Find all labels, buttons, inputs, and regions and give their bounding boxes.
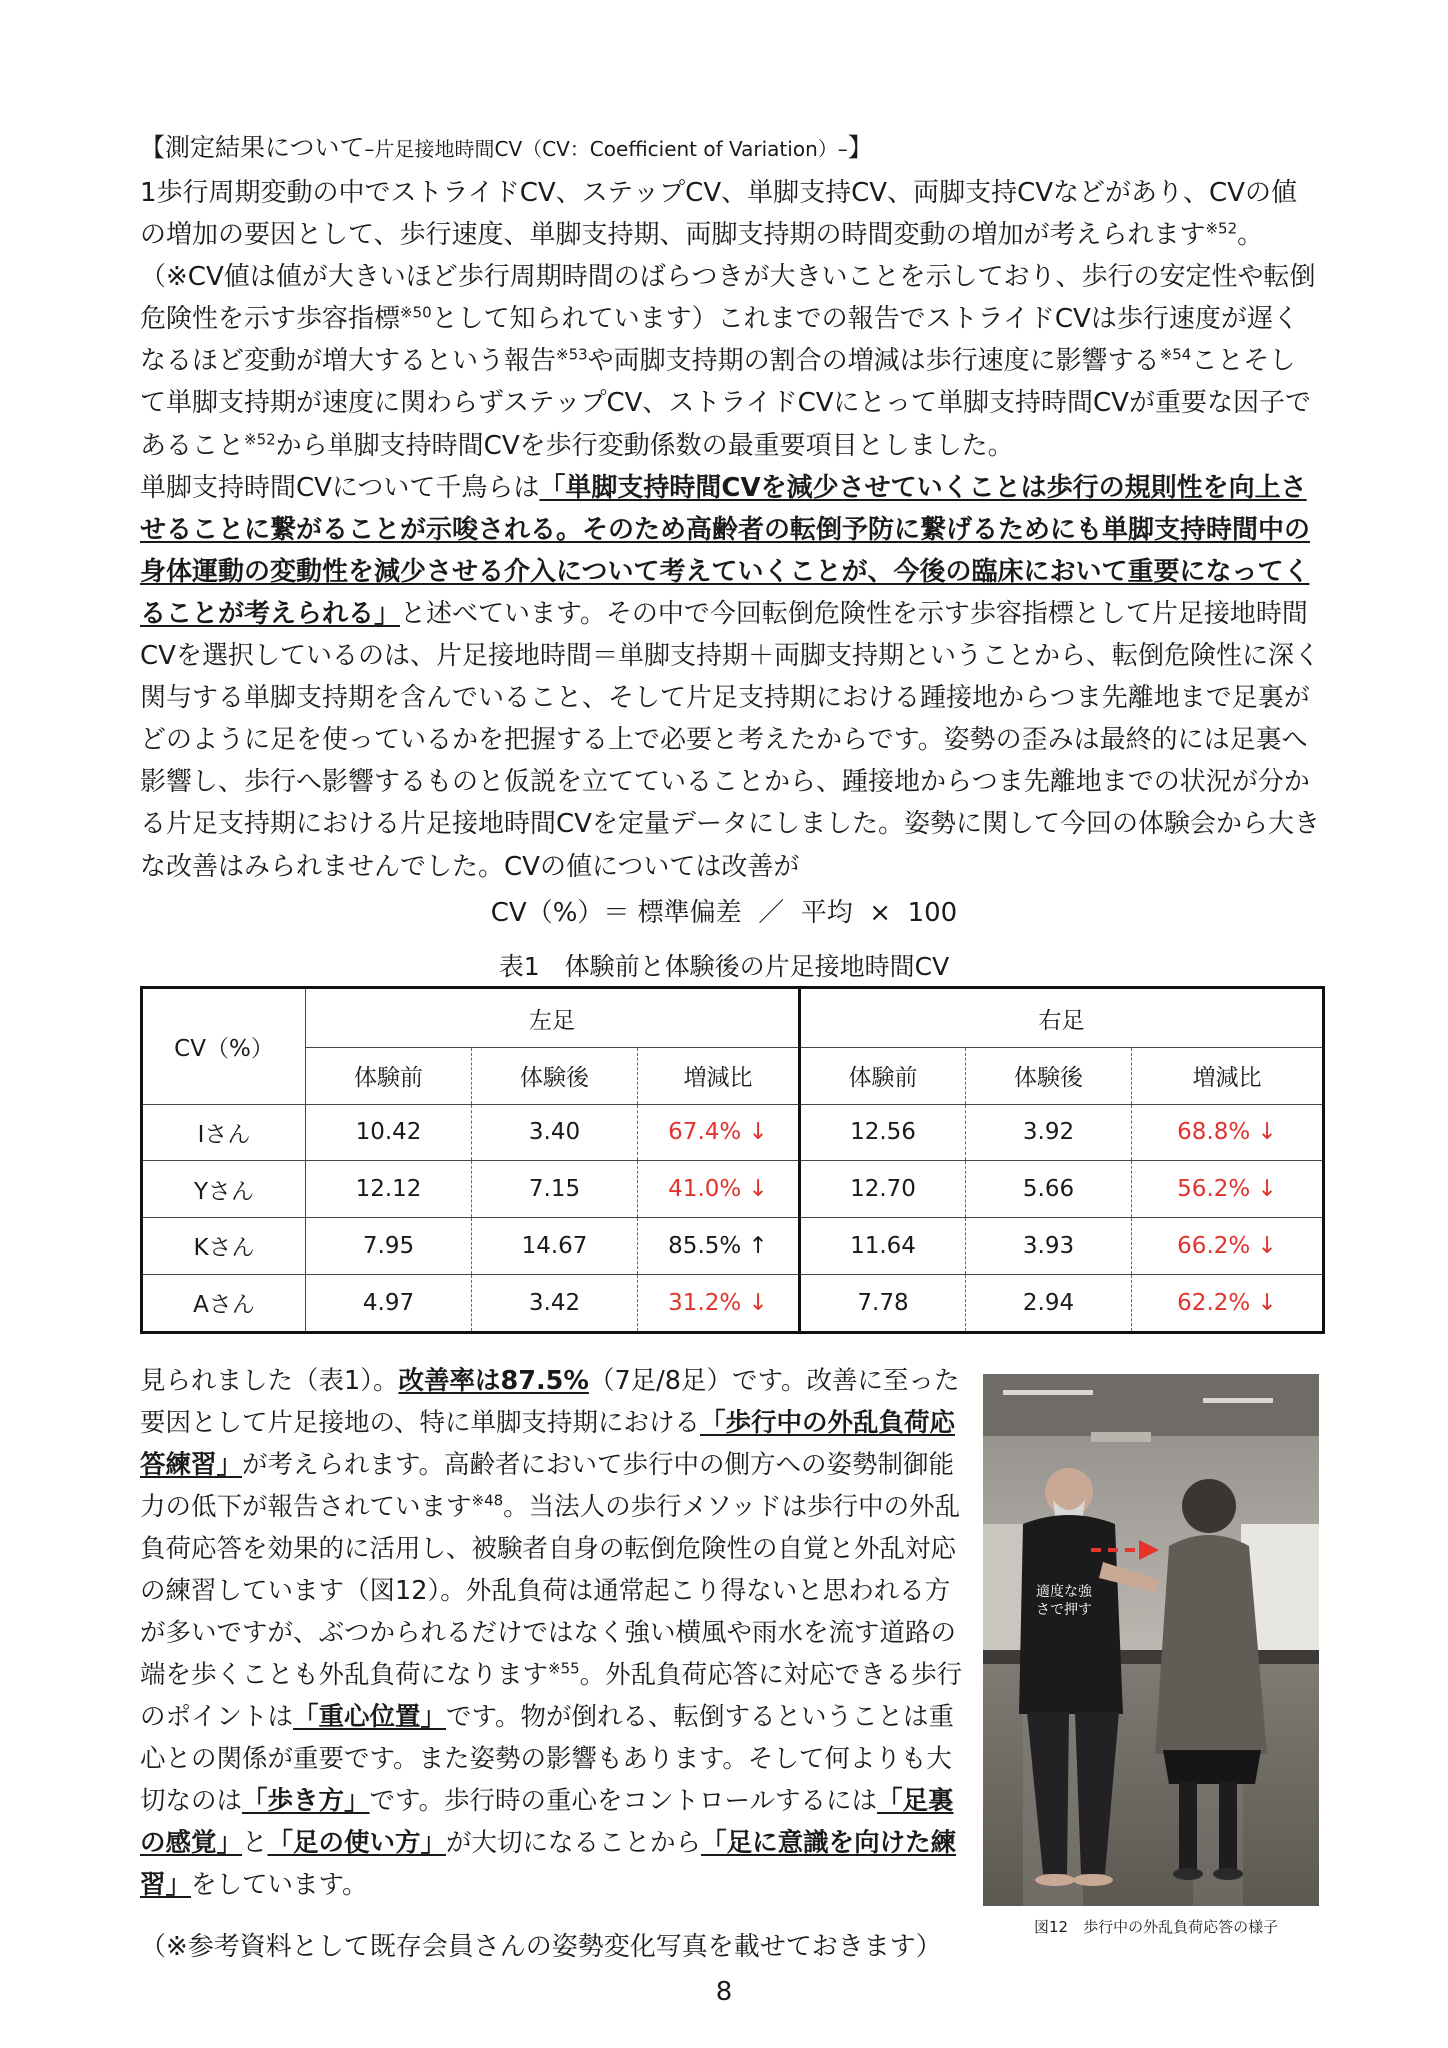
text-span: が大切になることから xyxy=(446,1828,702,1858)
highlighted-text: 「歩行中の外乱負荷応答練習」 xyxy=(140,1408,955,1480)
woman-shoe xyxy=(1213,1868,1243,1880)
woman-leg xyxy=(1219,1782,1237,1870)
subheader-left-after: 体験後 xyxy=(472,1048,638,1105)
highlighted-quote: 「単脚支持時間CVを減少させていくことは歩行の規則性を向上させることに繋がることが示唆される。そのため高齢者の転倒予防に繋げるためにも単脚支持時間中の身体運動の変動性を減少させる介入について考えていくことが、今後の臨床において重要になってくることが考えられる」 xyxy=(140,472,1311,629)
figure-caption: 図12 歩行中の外乱負荷応答の様子 xyxy=(1034,1918,1279,1936)
section-title-close: 】 xyxy=(847,133,873,162)
text-span: です。歩行時の重心をコントロールするには xyxy=(369,1786,877,1816)
photo-annotation-line1: 適度な強 xyxy=(1036,1584,1092,1600)
left-foot-header: 左足 xyxy=(306,988,800,1048)
cv-formula: CV（%）＝ 標準偏差 ／ 平均 × 100 xyxy=(490,898,958,928)
table-cell: 3.92 xyxy=(966,1104,1132,1161)
row-label: Iさん xyxy=(142,1104,306,1161)
cv-table xyxy=(140,986,1325,1334)
table-corner-header: CV（%） xyxy=(142,988,306,1105)
table-row xyxy=(142,1104,1324,1161)
subheader-right-after: 体験後 xyxy=(966,1048,1132,1105)
paragraph-1 xyxy=(140,172,1320,467)
section-title-main: 【測定結果について xyxy=(140,133,365,162)
text-span: や両脚支持期の割合の増減は歩行速度に影響する xyxy=(587,346,1160,377)
table-subheader-row xyxy=(142,1048,1324,1105)
woman-shoe xyxy=(1173,1868,1203,1880)
table-cell: 2.94 xyxy=(966,1274,1132,1332)
table-cell-ratio: 66.2% ↓ xyxy=(1132,1217,1324,1274)
section-title xyxy=(140,130,1320,167)
highlighted-text: 「足裏の感覚」 xyxy=(140,1786,954,1858)
reference-mark: ※53 xyxy=(556,345,588,364)
vent xyxy=(1091,1432,1151,1442)
highlighted-text: 「足に意識を向けた練習」 xyxy=(140,1828,957,1900)
table-cell-ratio: 56.2% ↓ xyxy=(1132,1161,1324,1218)
table-cell: 7.78 xyxy=(800,1274,966,1332)
highlighted-text: 「重心位置」 xyxy=(293,1702,447,1732)
table-cell: 7.15 xyxy=(472,1161,638,1218)
man-foot xyxy=(1035,1874,1075,1886)
highlighted-text: 「歩き方」 xyxy=(242,1786,370,1816)
walking-photo xyxy=(983,1374,1319,1906)
text-span: が考えられます。高齢者において歩行中の側方への姿勢制御能力の低下が報告されています xyxy=(140,1450,954,1522)
table-cell-ratio: 62.2% ↓ xyxy=(1132,1274,1324,1332)
table-cell-ratio: 31.2% ↓ xyxy=(638,1274,800,1332)
table-cell: 3.40 xyxy=(472,1104,638,1161)
subheader-right-ratio: 増減比 xyxy=(1132,1048,1324,1105)
text-span: 。当法人の歩行メソッドは歩行中の外乱負荷応答を効果的に活用し、被験者自身の転倒危険性の自覚と外乱対応の練習しています（図12）。外乱負荷は通常起こり得ないと思われる方が多いですが、ぶつかられるだけではなく強い横風や雨水を流す道路の端を歩くことも外乱負荷になります xyxy=(140,1492,961,1690)
text-span: から単脚支持時間CVを歩行変動係数の最重要項目としました。 xyxy=(275,430,1014,461)
reference-mark: ※52 xyxy=(244,429,276,448)
subheader-left-ratio: 増減比 xyxy=(638,1048,800,1105)
row-label: Kさん xyxy=(142,1217,306,1274)
reference-mark: ※50 xyxy=(400,303,432,322)
row-label: Yさん xyxy=(142,1161,306,1218)
ceiling-light xyxy=(1003,1390,1093,1395)
main-body-text xyxy=(140,172,1320,888)
table-header-row xyxy=(142,988,1324,1048)
text-span: です。物が倒れる、転倒するということは重心との関係が重要です。また姿勢の影響もあります。そして何よりも大切なのは xyxy=(140,1702,954,1816)
right-foot-header: 右足 xyxy=(800,988,1324,1048)
table-row xyxy=(142,1217,1324,1274)
table-cell-ratio: 68.8% ↓ xyxy=(1132,1104,1324,1161)
text-span: と述べています。その中で今回転倒危険性を示す歩容指標として片足接地時間CVを選択しているのは、片足接地時間＝単脚支持期＋両脚支持期ということから、転倒危険性に深く関与する単脚支持期を含んでいること、そして片足支持期における踵接地からつま先離地まで足裏がどのように足を使っているかを把握する上で必要と考えたからです。姿勢の歪みは最終的には足裏へ影響し、歩行へ影響するものと仮説を立てていることから、踵接地からつま先離地までの状況が分かる片足支持期における片足接地時間CVを定量データにしました。姿勢に関して今回の体験会から大きな改善はみられませんでした。CVの値については改善が xyxy=(140,598,1320,882)
highlighted-text: 改善率は87.5% xyxy=(398,1366,589,1396)
row-label: Aさん xyxy=(142,1274,306,1332)
table-caption: 表1 体験前と体験後の片足接地時間CV xyxy=(498,952,950,981)
wall-panel xyxy=(983,1524,1025,1654)
text-span: として知られています）これまでの報告でストライドCVは歩行速度が遅くなるほど変動が増大するという報告 xyxy=(140,304,1299,377)
text-span: をしています。 xyxy=(191,1870,368,1900)
reference-note: （※参考資料として既存会員さんの姿勢変化写真を載せておきます） xyxy=(140,1932,942,1962)
text-span: 1歩行周期変動の中でストライドCV、ステップCV、単脚支持CV、両脚支持CVなどがあり、CVの値の増加の要因として、歩行速度、単脚支持期、両脚支持期の時間変動の増加が考えられます xyxy=(140,178,1297,251)
section-title-sub: –片足接地時間CV（CV：Coefficient of Variation）– xyxy=(364,137,848,161)
text-span: 。（※CV値は値が大きいほど歩行周期時間のばらつきが大きいことを示しており、歩行の安定性や転倒危険性を示す歩容指標 xyxy=(140,220,1316,335)
reference-mark: ※54 xyxy=(1159,345,1192,364)
lower-body-text xyxy=(140,1360,972,1906)
table-cell: 5.66 xyxy=(966,1161,1132,1218)
table-row xyxy=(142,1161,1324,1218)
man-head xyxy=(1045,1468,1093,1516)
text-span: ことそして単脚支持期が速度に関わらずステップCV、ストライドCVにとって単脚支持時間CVが重要な因子であること xyxy=(140,346,1311,461)
table-cell: 12.70 xyxy=(800,1161,966,1218)
paragraph-3 xyxy=(140,1360,972,1906)
woman-skirt xyxy=(1163,1750,1261,1784)
text-span: （7足/8足）です。改善に至った要因として片足接地の、特に単脚支持期における xyxy=(140,1366,960,1438)
table-cell: 3.42 xyxy=(472,1274,638,1332)
subheader-right-before: 体験前 xyxy=(800,1048,966,1105)
table-cell-ratio: 67.4% ↓ xyxy=(638,1104,800,1161)
reference-mark: ※55 xyxy=(548,1659,580,1678)
table-cell: 7.95 xyxy=(306,1217,472,1274)
table-cell: 11.64 xyxy=(800,1217,966,1274)
table-cell-ratio: 41.0% ↓ xyxy=(638,1161,800,1218)
photo-annotation-line2: さで押す xyxy=(1036,1602,1092,1618)
woman-head xyxy=(1182,1479,1236,1533)
text-span: と xyxy=(242,1828,268,1858)
man-foot xyxy=(1073,1874,1113,1886)
table-cell: 3.93 xyxy=(966,1217,1132,1274)
table-cell-ratio: 85.5% ↑ xyxy=(638,1217,800,1274)
text-span: 単脚支持時間CVについて千鳥らは xyxy=(140,472,540,503)
ceiling xyxy=(983,1374,1319,1436)
page-number: 8 xyxy=(715,1977,733,2007)
reference-mark: ※52 xyxy=(1205,219,1238,238)
table-cell: 4.97 xyxy=(306,1274,472,1332)
paragraph-2 xyxy=(140,467,1320,888)
text-span: 。外乱負荷応答に対応できる歩行のポイントは xyxy=(140,1660,963,1732)
text-span: 見られました（表1）。 xyxy=(140,1366,399,1396)
subheader-left-before: 体験前 xyxy=(306,1048,472,1105)
reference-mark: ※48 xyxy=(471,1491,504,1510)
walking-photo-illustration xyxy=(983,1374,1319,1906)
table-cell: 10.42 xyxy=(306,1104,472,1161)
table-row xyxy=(142,1274,1324,1332)
woman-dress xyxy=(1155,1535,1267,1754)
table-cell: 12.56 xyxy=(800,1104,966,1161)
table-cell: 14.67 xyxy=(472,1217,638,1274)
ceiling-light xyxy=(1203,1398,1273,1403)
woman-leg xyxy=(1179,1782,1197,1870)
highlighted-text: 「足の使い方」 xyxy=(267,1828,447,1858)
table-cell: 12.12 xyxy=(306,1161,472,1218)
